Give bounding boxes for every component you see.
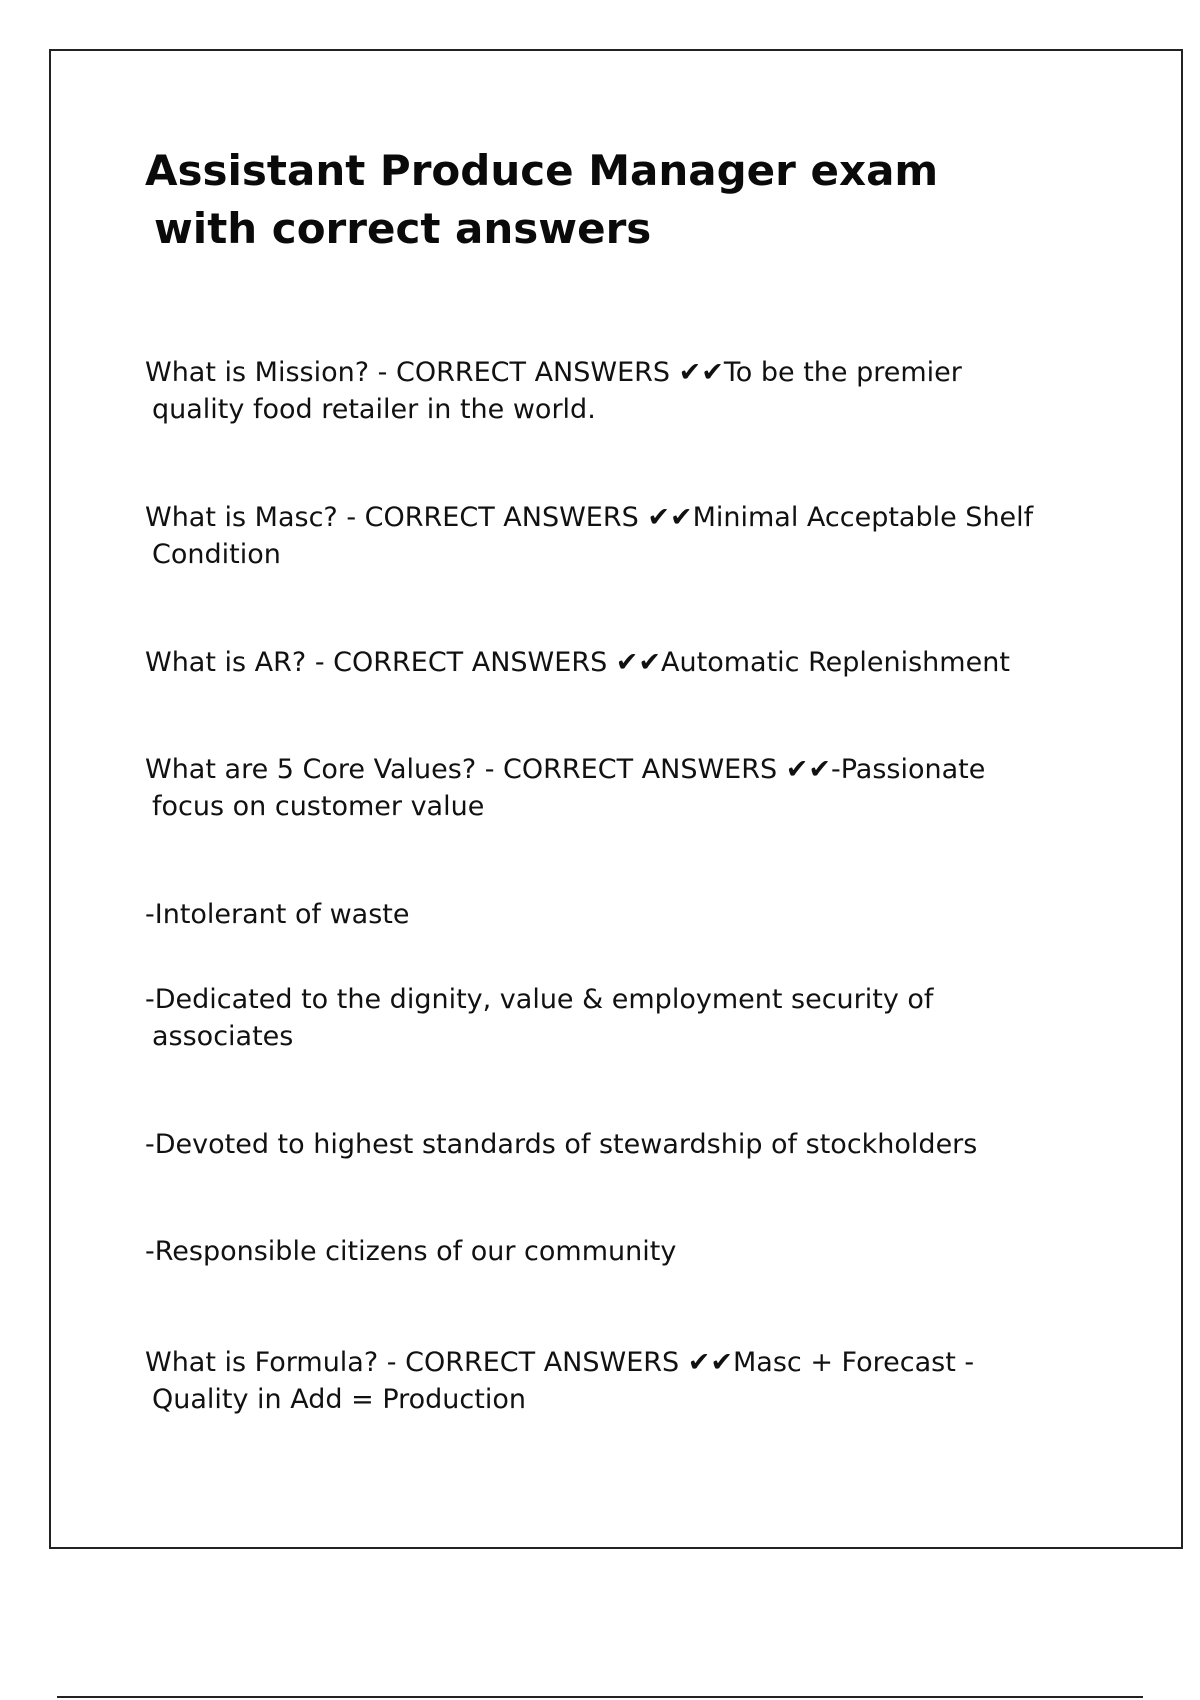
qa-formula-line-1: What is Formula? - CORRECT ANSWERS ✔✔Masc + Forecast - [145,1347,975,1378]
core-value-dignity-line-2: associates [152,1021,294,1052]
qa-ar [145,644,1105,681]
document-title-line-2: with correct answers [154,204,652,253]
qa-ar-line-1: What is AR? - CORRECT ANSWERS ✔✔Automatic Replenishment [145,647,1010,678]
document-title [145,142,1045,258]
qa-core-values [145,751,1105,825]
core-value-stewardship [145,1126,1105,1163]
qa-masc [145,499,1105,573]
bottom-divider [57,1696,1143,1698]
qa-core-values-line-2: focus on customer value [152,791,485,822]
core-value-dignity-line-1: -Dedicated to the dignity, value & employment security of [145,984,934,1015]
core-value-waste-line-1: -Intolerant of waste [145,899,410,930]
qa-mission-line-2: quality food retailer in the world. [152,394,596,425]
qa-formula-line-2: Quality in Add = Production [152,1384,526,1415]
qa-mission [145,354,1105,428]
core-value-citizens [145,1233,1105,1270]
core-value-waste [145,896,1105,933]
qa-core-values-line-1: What are 5 Core Values? - CORRECT ANSWERS ✔✔-Passionate [145,754,986,785]
core-value-stewardship-line-1: -Devoted to highest standards of stewardship of stockholders [145,1129,978,1160]
document-title-line-1: Assistant Produce Manager exam [145,146,939,195]
core-value-dignity [145,981,1105,1055]
qa-mission-line-1: What is Mission? - CORRECT ANSWERS ✔✔To be the premier [145,357,962,388]
qa-masc-line-1: What is Masc? - CORRECT ANSWERS ✔✔Minimal Acceptable Shelf [145,502,1034,533]
qa-masc-line-2: Condition [152,539,281,570]
qa-formula [145,1344,1105,1418]
core-value-citizens-line-1: -Responsible citizens of our community [145,1236,677,1267]
